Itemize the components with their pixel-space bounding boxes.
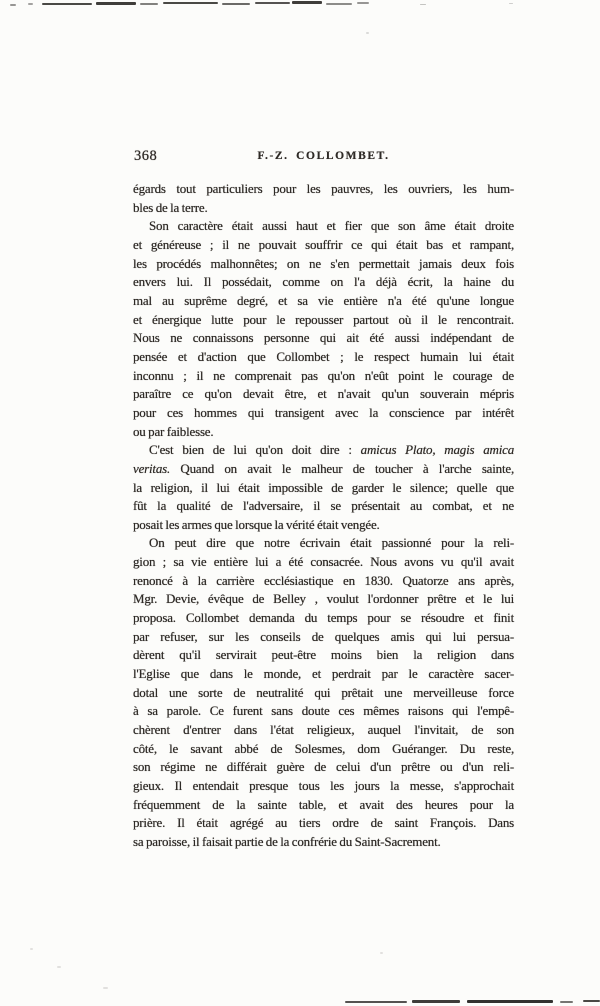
text-line [133, 553, 514, 572]
text-segment: inconnu ; il ne comprenait pas qu'on n'eût point le courage de [133, 367, 514, 383]
text-line [133, 329, 514, 348]
text-segment: pour ces hommes qui transigent avec la conscience par intérêt [133, 404, 514, 420]
text-line [133, 572, 514, 591]
text-line [133, 273, 514, 292]
text-segment: paraître ce qu'on devait être, et n'avait qu'un souverain mépris [133, 386, 514, 402]
text-segment: On peut dire que notre écrivain était passionné pour la reli- [149, 535, 514, 551]
text-segment: gieux. Il entendait presque tous les jours la messe, s'approchait [133, 778, 514, 793]
text-line [133, 497, 514, 516]
text-segment: bles de la terre. [133, 199, 208, 215]
text-line [133, 628, 514, 647]
text-line [133, 236, 514, 255]
text-line [133, 590, 514, 609]
text-line [133, 311, 514, 330]
text-line [133, 758, 514, 777]
text-line [133, 534, 514, 553]
text-segment: à sa parole. Ce furent sans doute ces mêmes raisons qui l'empê- [133, 703, 514, 719]
running-header: F.-Z. COLLOMBET. [257, 150, 390, 162]
text-segment: égards tout particuliers pour les pauvres, les ouvriers, les hum- [133, 181, 514, 196]
text-line [133, 255, 514, 274]
text-segment: par refuser, sur les conseils de quelques amis qui lui persua- [133, 628, 514, 644]
text-segment: ou par faiblesse. [133, 423, 214, 439]
text-segment: Son caractère était aussi haut et fier que son âme était droite [149, 218, 514, 234]
text-segment: la religion, il lui était impossible de garder le silence; quelle que [133, 479, 514, 495]
text-line [133, 479, 514, 498]
text-line [133, 665, 514, 684]
text-segment: les procédés malhonnêtes; on ne s'en permettait jamais deux fois [133, 255, 514, 271]
text-line [133, 684, 514, 703]
italic-text: amicus Plato, magis amica [360, 442, 514, 458]
text-segment: pensée et d'action que Collombet ; le respect humain lui était [133, 348, 514, 364]
text-line [133, 740, 514, 759]
text-line [133, 833, 514, 852]
text-line [133, 367, 514, 386]
text-segment: renoncé à la carrière ecclésiastique en 1830. Quatorze ans après, [133, 572, 514, 588]
text-line [133, 180, 514, 199]
italic-text: veritas. [133, 460, 171, 476]
text-segment: son régime ne différait guère de celui d'un prêtre ou d'un reli- [133, 759, 514, 775]
page-header [133, 148, 514, 165]
text-segment: fréquemment de la sainte table, et avait des heures pour la [133, 796, 514, 812]
text-segment: côté, le savant abbé de Solesmes, dom Guéranger. Du reste, [133, 740, 514, 756]
text-segment: proposa. Collombet demanda du temps pour se résoudre et finit [133, 610, 514, 626]
text-segment: mal au suprême degré, et sa vie entière n'a été qu'une longue [133, 292, 514, 308]
text-segment: dotal une sorte de neutralité qui prêtait une merveilleuse force [133, 684, 514, 700]
text-line [133, 721, 514, 740]
text-line [133, 814, 514, 833]
text-line [133, 292, 514, 311]
text-segment: envers lui. Il possédait, comme on l'a déjà écrit, la haine du [133, 274, 514, 290]
text-line [133, 441, 514, 460]
text-line [133, 404, 514, 423]
text-segment: sa paroisse, il faisait partie de la confrérie du Saint-Sacrement. [133, 833, 441, 849]
text-line [133, 217, 514, 236]
text-line [133, 385, 514, 404]
text-line [133, 609, 514, 628]
text-segment: dèrent qu'il servirait peut-être moins bien la religion dans [133, 647, 514, 663]
text-segment: Mgr. Devie, évêque de Belley , voulut l'ordonner prêtre et le lui [133, 591, 514, 607]
text-line [133, 199, 514, 218]
text-segment: C'est bien de lui qu'on doit dire : [149, 442, 361, 458]
text-segment: Nous ne connaissons personne qui ait été aussi indépendant de [133, 330, 514, 346]
text-line [133, 702, 514, 721]
text-segment: prière. Il était agrégé au tiers ordre de saint François. Dans [133, 815, 514, 831]
text-segment: Quand on avait le malheur de toucher à l'arche sainte, [170, 460, 514, 476]
text-line [133, 796, 514, 815]
text-line [133, 348, 514, 367]
text-segment: posait les armes que lorsque la vérité était vengée. [133, 516, 380, 532]
text-block [133, 180, 514, 852]
text-segment: et généreuse ; il ne pouvait souffrir ce qui était bas et rampant, [133, 236, 514, 252]
text-segment: l'Eglise que dans le monde, et perdrait par le caractère sacer- [133, 666, 514, 682]
text-line [133, 777, 514, 796]
text-line [133, 460, 514, 479]
page-number: 368 [134, 148, 158, 164]
text-segment: chèrent d'entrer dans l'état religieux, auquel l'invitait, de son [133, 722, 514, 738]
text-segment: gion ; sa vie entière lui a été consacrée. Nous avons vu qu'il avait [133, 554, 514, 570]
text-segment: et énergique lutte pour le repousser partout où il le rencontrait. [133, 311, 514, 327]
text-line [133, 646, 514, 665]
text-line [133, 516, 514, 535]
text-segment: fût la qualité de l'adversaire, il se présentait au combat, et ne [133, 498, 514, 514]
text-line [133, 423, 514, 442]
